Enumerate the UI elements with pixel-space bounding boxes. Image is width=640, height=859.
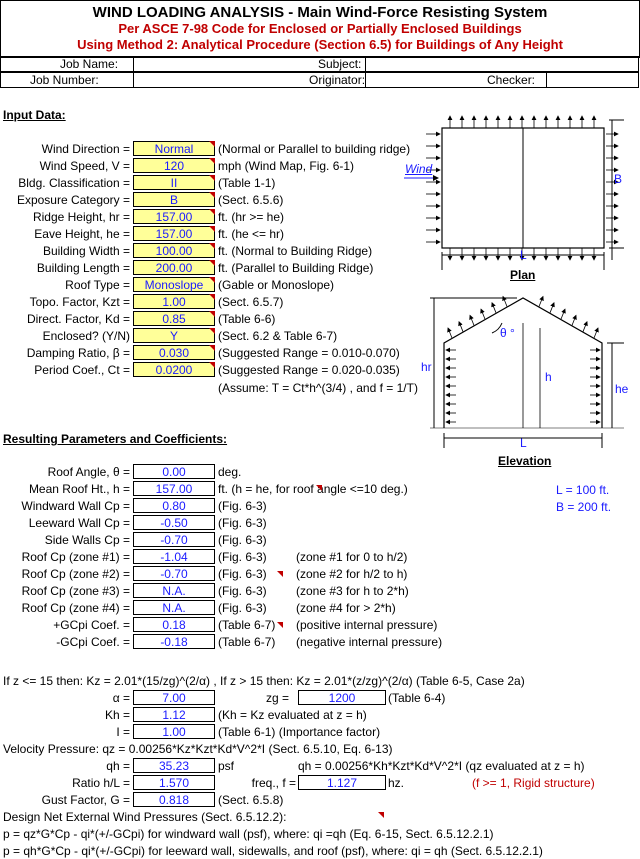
i-value: 1.00: [133, 724, 215, 739]
result-note: (Fig. 6-3): [218, 499, 267, 513]
result-value-cell: 0.00: [133, 464, 215, 479]
job-number-label: Job Number:: [30, 73, 99, 87]
result-value-cell: -0.70: [133, 532, 215, 547]
checker-field[interactable]: [546, 72, 639, 88]
result-label: Roof Cp (zone #4) =: [21, 601, 130, 615]
alpha-value: 7.00: [133, 690, 215, 705]
result-zone-note: (zone #3 for h to 2*h): [296, 584, 409, 598]
input-note: mph (Wind Map, Fig. 6-1): [218, 159, 355, 173]
input-value-cell[interactable]: 0.0200: [133, 362, 215, 377]
input-note: (Normal or Parallel to building ridge): [218, 142, 411, 156]
wind-label: Wind: [405, 162, 433, 176]
input-label: Topo. Factor, Kzt =: [29, 295, 130, 309]
input-value-cell[interactable]: 0.030: [133, 345, 215, 360]
velocity-pressure-line: Velocity Pressure: qz = 0.00256*Kz*Kzt*Kd*V^2*I (Sect. 6.5.10, Eq. 6-13): [3, 742, 393, 756]
originator-label: Originator:: [309, 73, 366, 87]
result-note: (Fig. 6-3): [218, 584, 267, 598]
kz-formula: If z <= 15 then: Kz = 2.01*(15/zg)^(2/α) , If z > 15 then: Kz = 2.01*(z/zg)^(2/α) (Table 6-5, Case 2a): [3, 674, 525, 688]
title-banner: [0, 0, 640, 58]
qh-note: qh = 0.00256*Kh*Kzt*Kd*V^2*I (qz evaluated at z = h): [298, 759, 585, 773]
input-note: (Suggested Range = 0.010-0.070): [218, 346, 400, 360]
input-note: ft. (he <= hr): [218, 227, 285, 241]
results-heading: Resulting Parameters and Coefficients:: [3, 432, 228, 446]
result-note: (Table 6-7): [218, 618, 276, 632]
input-value-cell[interactable]: II: [133, 175, 215, 190]
result-value-cell: 0.18: [133, 617, 215, 632]
input-note: (Gable or Monoslope): [218, 278, 335, 292]
freq-label: freq., f =: [251, 776, 296, 790]
elev-l-label: L: [520, 436, 527, 450]
input-label: Building Length =: [36, 261, 130, 275]
result-value-cell: 0.80: [133, 498, 215, 513]
freq-unit: hz.: [388, 776, 405, 790]
qh-unit: psf: [218, 759, 235, 773]
subject-label: Subject:: [318, 57, 362, 71]
length-note: L = 100 ft.: [556, 483, 610, 497]
input-note: ft. (Parallel to Building Ridge): [218, 261, 374, 275]
result-zone-note: (negative internal pressure): [296, 635, 443, 649]
input-note: ft. (Normal to Building Ridge): [218, 244, 373, 258]
input-note: (Sect. 6.5.7): [218, 295, 284, 309]
result-value-cell: -0.18: [133, 634, 215, 649]
subject-field[interactable]: [365, 56, 639, 72]
subtitle-code: Per ASCE 7-98 Code for Enclosed or Partially Enclosed Buildings: [118, 21, 522, 36]
result-note: (Fig. 6-3): [218, 550, 267, 564]
input-label: Bldg. Classification =: [18, 176, 130, 190]
pressure-arrow: [550, 303, 554, 313]
result-label: Leeward Wall Cp =: [28, 516, 130, 530]
alpha-label: α =: [112, 691, 130, 705]
rigid-note: (f >= 1, Rigid structure): [472, 776, 595, 790]
result-value-cell: -1.04: [133, 549, 215, 564]
plan-l-label: L: [520, 248, 527, 262]
input-heading: Input Data:: [3, 108, 66, 122]
pressure-arrow: [470, 315, 474, 325]
input-label: Period Coef., Ct =: [34, 363, 130, 377]
result-label: Roof Cp (zone #1) =: [21, 550, 130, 564]
ratio-value: 1.570: [133, 775, 215, 790]
result-note: (Table 6-7): [218, 635, 276, 649]
hr-label: hr: [421, 360, 432, 374]
comment-marker: [378, 812, 384, 818]
result-label: Roof Cp (zone #2) =: [21, 567, 130, 581]
zg-value: 1200: [298, 690, 386, 705]
freq-value: 1.127: [298, 775, 386, 790]
gust-value: 0.818: [133, 792, 215, 807]
input-label: Roof Type =: [65, 278, 130, 292]
design-pressures-line: Design Net External Wind Pressures (Sect. 6.5.12.2):: [3, 810, 287, 824]
plan-diagram: [402, 110, 640, 290]
input-value-cell[interactable]: 0.85: [133, 311, 215, 326]
result-value-cell: N.A.: [133, 600, 215, 615]
input-value-cell[interactable]: Y: [133, 328, 215, 343]
leeward-formula: p = qh*G*Cp - qi*(+/-GCpi) for leeward wall, sidewalls, and roof (psf), where: qi = qh (Sect. 6.5.12.2.1): [3, 844, 543, 858]
result-zone-note: (zone #1 for 0 to h/2): [296, 550, 408, 564]
h-label: h: [545, 370, 552, 384]
plan-caption: Plan: [510, 268, 536, 282]
result-label: Windward Wall Cp =: [21, 499, 130, 513]
job-name-label: Job Name:: [60, 57, 119, 71]
result-note: (Fig. 6-3): [218, 567, 267, 581]
input-label: Exposure Category =: [16, 193, 130, 207]
input-value-cell[interactable]: 157.00: [133, 209, 215, 224]
input-note: (Table 6-6): [218, 312, 276, 326]
result-label: -GCpi Coef. =: [56, 635, 130, 649]
result-zone-note: (positive internal pressure): [296, 618, 438, 632]
input-label: Ridge Height, hr =: [32, 210, 130, 224]
result-note: (Fig. 6-3): [218, 516, 267, 530]
input-label: Building Width =: [42, 244, 130, 258]
result-note: (Fig. 6-3): [218, 533, 267, 547]
input-note: (Table 1-1): [218, 176, 276, 190]
input-label: Wind Speed, V =: [39, 159, 130, 173]
subtitle-method: Using Method 2: Analytical Procedure (Section 6.5) for Buildings of Any Height: [77, 37, 563, 52]
input-label: Direct. Factor, Kd =: [26, 312, 130, 326]
pressure-arrow: [583, 322, 587, 332]
i-label: I =: [116, 725, 130, 739]
input-note: (Sect. 6.2 & Table 6-7): [218, 329, 338, 343]
result-value-cell: 157.00: [133, 481, 215, 496]
pressure-arrow: [448, 328, 452, 338]
qh-value: 35.23: [133, 758, 215, 773]
input-note: (Sect. 6.5.6): [218, 193, 284, 207]
zg-label: zg =: [266, 691, 290, 705]
input-note: (Suggested Range = 0.020-0.035): [218, 363, 400, 377]
result-value-cell: N.A.: [133, 583, 215, 598]
input-value-cell[interactable]: 120: [133, 158, 215, 173]
result-label: Side Walls Cp =: [44, 533, 130, 547]
input-value-cell[interactable]: B: [133, 192, 215, 207]
comment-marker: [316, 485, 322, 491]
result-note: (Fig. 6-3): [218, 601, 267, 615]
windward-formula: p = qz*G*Cp - qi*(+/-GCpi) for windward wall (psf), where: qi =qh (Eq. 6-15, Sect. 6.5.12.2.1): [3, 827, 494, 841]
result-label: Roof Angle, θ =: [47, 465, 130, 479]
page-title: WIND LOADING ANALYSIS - Main Wind-Force Resisting System: [92, 4, 548, 21]
assume-note: (Assume: T = Ct*h^(3/4) , and f = 1/T): [218, 381, 418, 395]
gust-label: Gust Factor, G =: [41, 793, 130, 807]
pressure-arrow: [459, 322, 463, 332]
i-note: (Table 6-1) (Importance factor): [218, 725, 381, 739]
input-value-cell[interactable]: Normal: [133, 141, 215, 156]
kh-note: (Kh = Kz evaluated at z = h): [218, 708, 367, 722]
comment-marker: [277, 622, 283, 628]
width-note: B = 200 ft.: [556, 500, 612, 514]
ratio-label: Ratio h/L =: [72, 776, 130, 790]
pressure-arrow: [561, 309, 565, 319]
input-value-cell[interactable]: 1.00: [133, 294, 215, 309]
kh-label: Kh =: [104, 708, 130, 722]
input-value-cell[interactable]: 157.00: [133, 226, 215, 241]
input-value-cell[interactable]: 100.00: [133, 243, 215, 258]
kh-value: 1.12: [133, 707, 215, 722]
input-label: Damping Ratio, β =: [26, 346, 130, 360]
gust-note: (Sect. 6.5.8): [218, 793, 284, 807]
input-label: Enclosed? (Y/N): [42, 329, 130, 343]
result-label: Roof Cp (zone #3) =: [21, 584, 130, 598]
input-label: Eave Height, he =: [34, 227, 130, 241]
elevation-caption: Elevation: [498, 454, 552, 468]
pressure-arrow: [492, 303, 496, 313]
pressure-arrow: [594, 328, 598, 338]
result-label: Mean Roof Ht., h =: [28, 482, 130, 496]
comment-marker: [277, 571, 283, 577]
result-note: deg.: [218, 465, 242, 479]
result-zone-note: (zone #4 for > 2*h): [296, 601, 396, 615]
result-note: ft. (h = he, for roof angle <=10 deg.): [218, 482, 408, 496]
input-value-cell[interactable]: 200.00: [133, 260, 215, 275]
result-value-cell: -0.50: [133, 515, 215, 530]
pressure-arrow: [539, 297, 543, 307]
input-note: ft. (hr >= he): [218, 210, 285, 224]
theta-label: θ °: [500, 326, 515, 340]
result-zone-note: (zone #2 for h/2 to h): [296, 567, 408, 581]
plan-b-label: B: [614, 172, 623, 186]
qh-label: qh =: [106, 759, 130, 773]
pressure-arrow: [572, 315, 576, 325]
elevation-diagram: [402, 288, 640, 458]
result-value-cell: -0.70: [133, 566, 215, 581]
pressure-arrow: [481, 309, 485, 319]
he-label: he: [615, 382, 629, 396]
input-label: Wind Direction =: [41, 142, 130, 156]
zg-note: (Table 6-4): [388, 691, 446, 705]
checker-label: Checker:: [487, 73, 536, 87]
input-value-cell[interactable]: Monoslope: [133, 277, 215, 292]
result-label: +GCpi Coef. =: [53, 618, 130, 632]
